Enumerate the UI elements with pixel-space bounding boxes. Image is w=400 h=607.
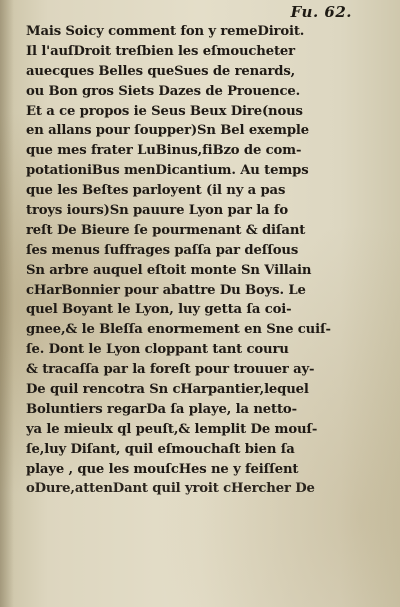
text-line: reſt De Bieure ſe pourmenant & diſant xyxy=(26,222,306,238)
text-line: Mais Soicy comment fon y remeDiroit. xyxy=(26,24,305,39)
text-line: en allans pour ſoupper)Sn Bel exemple xyxy=(26,123,310,139)
text-line: Il l'auſDroit treſbien les eſmoucheter xyxy=(26,43,295,59)
text-line: ya le mieulx ql peuſt,& lemplit De mouſ- xyxy=(26,421,318,437)
text-line: ſe. Dont le Lyon cloppant tant couru xyxy=(26,342,289,358)
page-gutter-shadow xyxy=(0,0,14,607)
text-line: playe , que les mouſcHes ne y feiſſent xyxy=(26,461,299,477)
text-line: Boluntiers regarDa ſa playe, la netto- xyxy=(26,401,297,417)
text-line: que les Beſtes parloyent (il ny a pas xyxy=(26,183,286,199)
text-line: potationiBus menDicantium. Au temps xyxy=(26,163,309,179)
text-line: Et a ce propos ie Seus Beux Dire(nous xyxy=(26,103,303,119)
text-line: quel Boyant le Lyon, luy getta ſa coi- xyxy=(26,302,292,318)
text-line: Sn arbre auquel eſtoit monte Sn Villain xyxy=(26,262,312,278)
text-line: auecques Belles queSues de renards, xyxy=(26,63,296,79)
folio-number: Fu. 62. xyxy=(290,3,352,21)
text-line: De quil rencotra Sn cHarpantier,lequel xyxy=(26,382,309,398)
text-line: oDure,attenDant quil yroit cHercher De xyxy=(26,481,315,497)
text-line: que mes frater LuBinus,fiBzo de com- xyxy=(26,143,302,159)
text-line: troys iours)Sn pauure Lyon par la fo xyxy=(26,203,289,219)
text-line: & tracaſſa par la foreſt pour trouuer ay- xyxy=(26,362,315,378)
text-line: ſe,luy Diſant, quil eſmouchaſt bien ſa xyxy=(26,441,295,457)
text-block xyxy=(26,22,376,499)
text-line: ſes menus ſuffrages paſſa par deſſous xyxy=(26,242,299,258)
text-line: gnee,& le Bleſſa enormement en Sne cuiſ- xyxy=(26,322,331,338)
text-line: ou Bon gros Siets Dazes de Prouence. xyxy=(26,83,301,99)
text-line: cHarBonnier pour abattre Du Boys. Le xyxy=(26,282,306,298)
